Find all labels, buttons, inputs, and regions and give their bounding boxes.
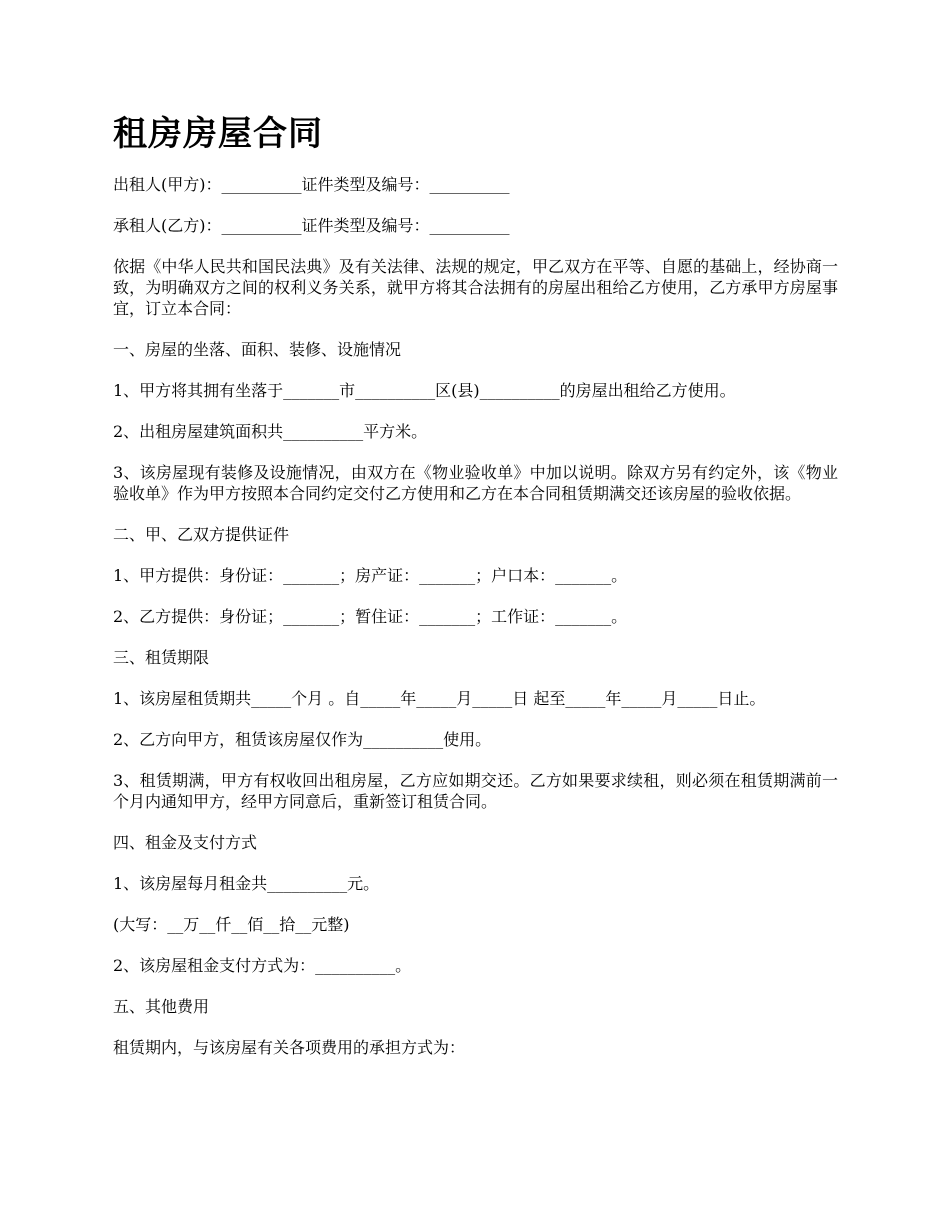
clause-other-fees: 租赁期内，与该房屋有关各项费用的承担方式为： [113, 1038, 466, 1057]
section-heading-documents: 二、甲、乙双方提供证件 [113, 525, 290, 544]
clause-term-usage: 2、乙方向甲方，租赁该房屋仅作为__________使用。 [113, 730, 492, 749]
clause-rent-payment: 2、该房屋租金支付方式为：__________。 [113, 956, 412, 975]
clause-property-inspection: 3、该房屋现有装修及设施情况，由双方在《物业验收单》中加以说明。除双方另有约定外，该《物业验收单》作为甲方按照本合同约定交付乙方使用和乙方在本合同租赁期满交还该房屋的验收依据。 [113, 463, 838, 503]
document-title: 租房房屋合同 [113, 114, 323, 154]
clause-lessee-documents: 2、乙方提供：身份证；_______；暂住证：_______；工作证：_______。 [113, 607, 628, 626]
clause-term-renewal: 3、租赁期满，甲方有权收回出租房屋，乙方应如期交还。乙方如果要求续租，则必须在租赁期满前一个月内通知甲方，经甲方同意后，重新签订租赁合同。 [113, 771, 838, 811]
clause-rent-amount-words: (大写：__万__仟__佰__拾__元整) [113, 915, 350, 934]
section-heading-rent: 四、租金及支付方式 [113, 833, 258, 852]
section-heading-other-fees: 五、其他费用 [113, 997, 210, 1016]
preamble-paragraph: 依据《中华人民共和国民法典》及有关法律、法规的规定，甲乙双方在平等、自愿的基础上，经协商一致，为明确双方之间的权利义务关系，就甲方将其合法拥有的房屋出租给乙方使用，乙方承甲方房屋事宜，订立本合同： [113, 257, 838, 318]
document-page [113, 110, 838, 1078]
clause-term-period: 1、该房屋租赁期共_____个月 。自_____年_____月_____日 起至_____年_____月_____日止。 [113, 689, 766, 708]
lessor-line: 出租人(甲方)：__________证件类型及编号：__________ [113, 175, 510, 194]
clause-rent-amount: 1、该房屋每月租金共__________元。 [113, 874, 380, 893]
clause-property-location: 1、甲方将其拥有坐落于_______市__________区(县)__________的房屋出租给乙方使用。 [113, 381, 736, 400]
clause-lessor-documents: 1、甲方提供：身份证：_______；房产证：_______；户口本：_______。 [113, 566, 628, 585]
clause-property-area: 2、出租房屋建筑面积共__________平方米。 [113, 422, 428, 441]
section-heading-term: 三、租赁期限 [113, 648, 210, 667]
lessee-line: 承租人(乙方)：__________证件类型及编号：__________ [113, 216, 510, 235]
section-heading-property: 一、房屋的坐落、面积、装修、设施情况 [113, 340, 402, 359]
